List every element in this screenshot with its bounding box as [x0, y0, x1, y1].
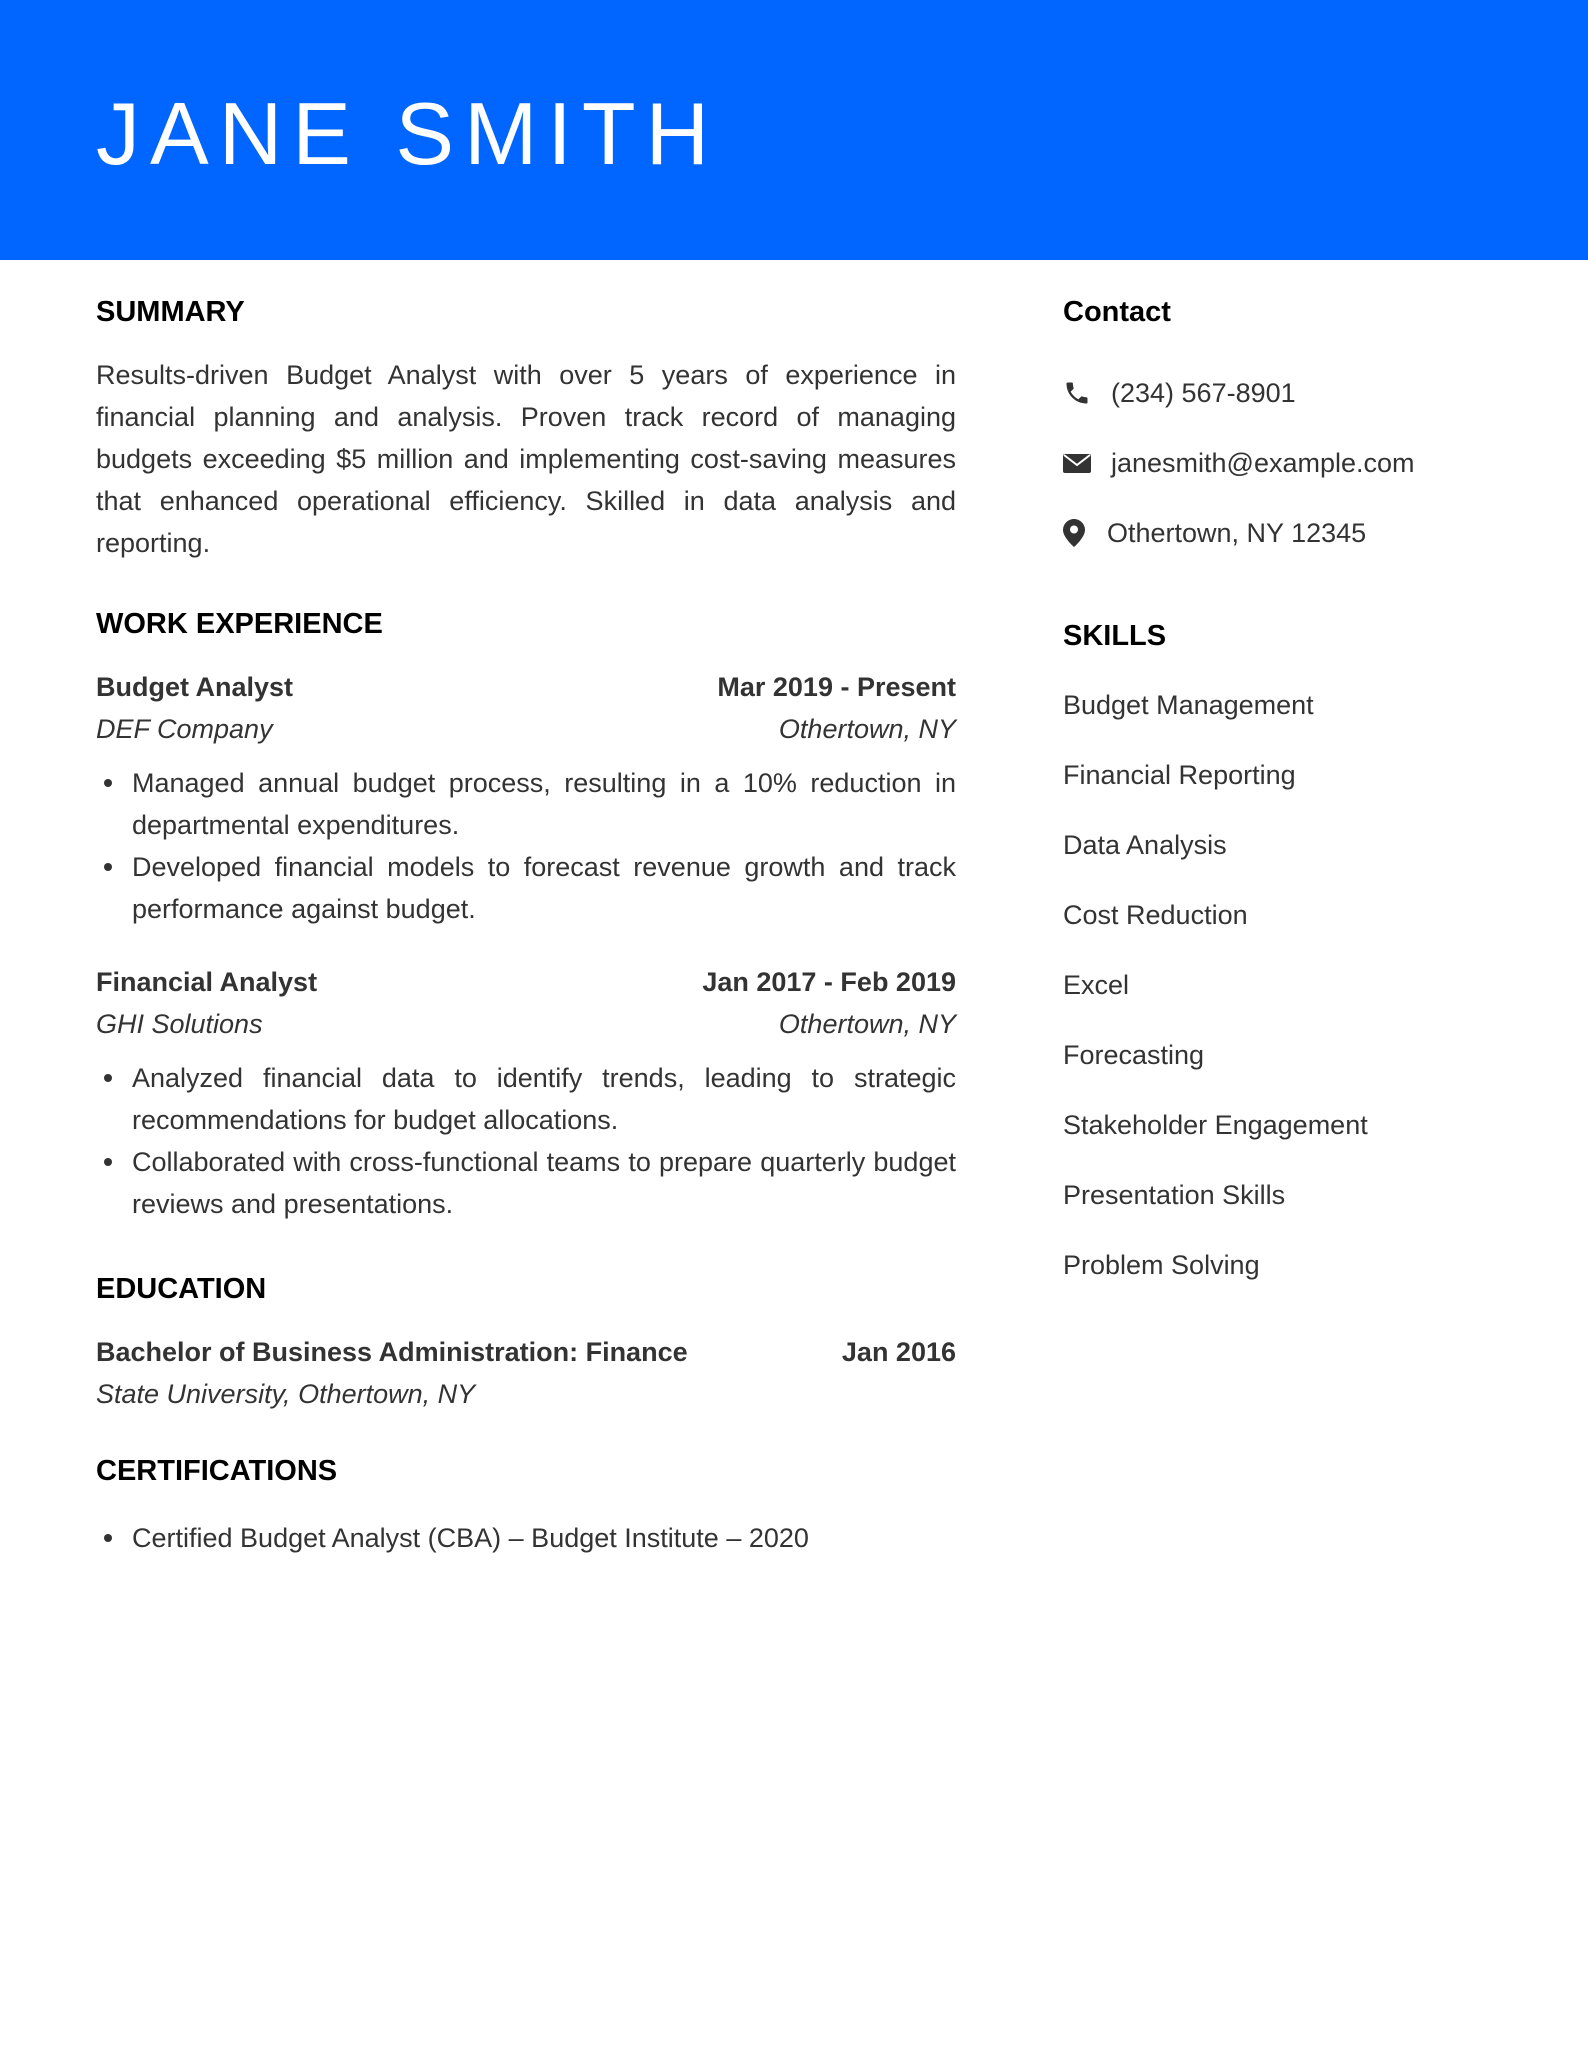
job-role: Financial Analyst [96, 967, 318, 997]
job-location: Othertown, NY [778, 714, 956, 744]
summary-section [96, 288, 956, 564]
job-bullets [96, 762, 956, 930]
list-item [96, 1517, 956, 1559]
skill-item: Excel [1063, 970, 1130, 1000]
job-dates: Mar 2019 - Present [717, 672, 956, 702]
main-column [96, 288, 956, 1559]
skill-item: Budget Management [1063, 690, 1314, 720]
summary-text: Results-driven Budget Analyst with over 5 years of experience in financial planning and analysis. Proven track record of managing budgets exceeding $5 million and implementing cost-saving measures that enhanced operational efficiency. Skilled in data analysis and reporting. [96, 360, 956, 558]
list-item [96, 1057, 956, 1141]
candidate-name: JANE SMITH [96, 84, 720, 183]
job-title-row [96, 666, 956, 708]
job-role: Budget Analyst [96, 672, 294, 702]
education-section [96, 1265, 956, 1415]
bullet-dot [104, 1074, 112, 1082]
phone-icon [1063, 379, 1111, 407]
bullet-text: Analyzed financial data to identify trends, leading to strategic recommendations for budget allocations. [132, 1063, 956, 1135]
contact-heading: Contact [1063, 296, 1171, 328]
skill-item: Stakeholder Engagement [1063, 1110, 1368, 1140]
skill-item: Presentation Skills [1063, 1180, 1286, 1210]
bullet-dot [104, 1534, 112, 1542]
job-title-row [96, 961, 956, 1003]
summary-heading: SUMMARY [96, 296, 245, 328]
education-school-row [96, 1373, 956, 1415]
skill-item: Forecasting [1063, 1040, 1205, 1070]
certifications-heading: CERTIFICATIONS [96, 1455, 338, 1487]
job-company: DEF Company [96, 714, 273, 744]
certifications-section [96, 1447, 956, 1559]
bullet-text: Managed annual budget process, resulting in a 10% reduction in departmental expenditures. [132, 768, 956, 840]
experience-heading: WORK EXPERIENCE [96, 608, 383, 640]
skills-heading: SKILLS [1063, 620, 1167, 652]
list-item [96, 1141, 956, 1225]
bullet-text: Developed financial models to forecast revenue growth and track performance against budget. [132, 852, 956, 924]
skills-list [1063, 670, 1523, 1300]
certification-text: Certified Budget Analyst (CBA) – Budget Institute – 2020 [132, 1523, 809, 1553]
job-entry [96, 961, 956, 1225]
bullet-dot [104, 863, 112, 871]
job-location: Othertown, NY [778, 1009, 956, 1039]
education-heading: EDUCATION [96, 1273, 267, 1305]
skill-item: Data Analysis [1063, 830, 1227, 860]
certifications-list [96, 1517, 956, 1559]
job-entry [96, 666, 956, 930]
sidebar [1063, 288, 1523, 1300]
education-date: Jan 2016 [841, 1337, 956, 1367]
phone-text: (234) 567-8901 [1111, 377, 1296, 408]
education-degree: Bachelor of Business Administration: Finance [96, 1337, 688, 1367]
email-text: janesmith@example.com [1111, 447, 1415, 478]
envelope-icon [1063, 451, 1111, 475]
job-dates: Jan 2017 - Feb 2019 [702, 967, 956, 997]
job-company: GHI Solutions [96, 1009, 263, 1039]
map-pin-icon [1063, 519, 1107, 547]
bullet-text: Collaborated with cross-functional teams to prepare quarterly budget reviews and presentations. [132, 1147, 956, 1219]
skill-item: Problem Solving [1063, 1250, 1260, 1280]
skill-item: Cost Reduction [1063, 900, 1248, 930]
contact-address [1063, 498, 1523, 568]
address-text: Othertown, NY 12345 [1107, 517, 1367, 548]
job-bullets [96, 1057, 956, 1225]
education-entry [96, 1331, 956, 1415]
experience-section [96, 600, 956, 1225]
job-company-row [96, 1003, 956, 1045]
education-degree-row [96, 1331, 956, 1373]
list-item [96, 762, 956, 846]
header-banner [0, 0, 1588, 260]
education-school: State University, Othertown, NY [96, 1379, 476, 1409]
job-company-row [96, 708, 956, 750]
skill-item: Financial Reporting [1063, 760, 1296, 790]
bullet-dot [104, 779, 112, 787]
contact-phone[interactable] [1063, 358, 1523, 428]
contact-email[interactable] [1063, 428, 1523, 498]
contact-list [1063, 358, 1523, 568]
list-item [96, 846, 956, 930]
bullet-dot [104, 1158, 112, 1166]
